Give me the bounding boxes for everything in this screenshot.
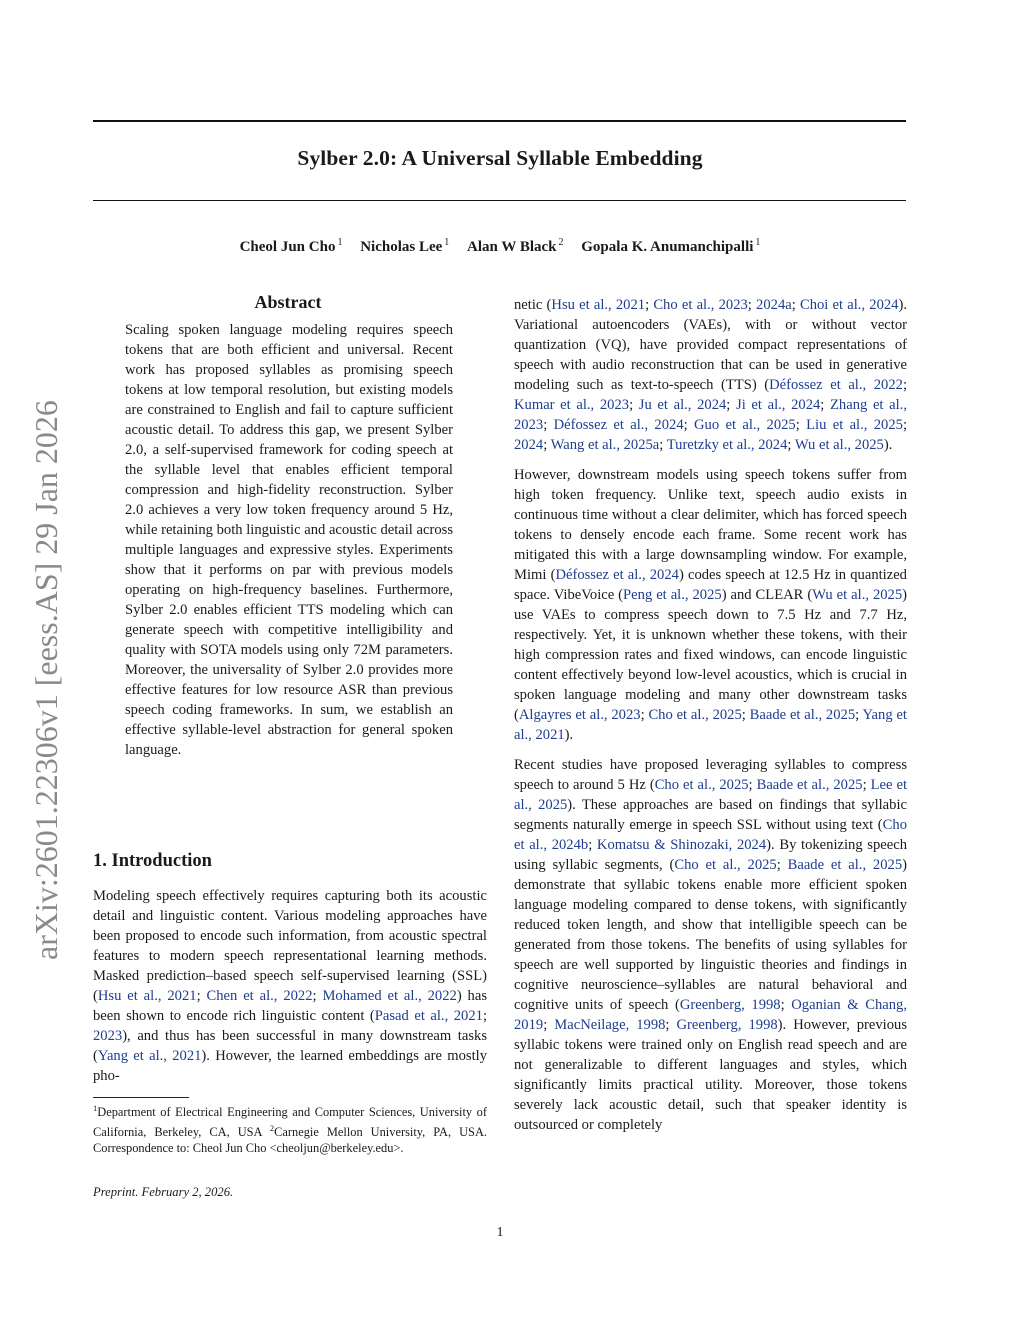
citation-link[interactable]: Wu et al., 2025 [794,437,884,453]
citation-link[interactable]: Hsu et al., 2021 [551,297,646,313]
citation-link[interactable]: 2023 [93,1028,123,1044]
citation-link[interactable]: Hsu et al., 2021 [97,988,197,1004]
author: Gopala K. Anumanchipalli $^1$ [581,237,761,255]
preprint-date: Preprint. February 2, 2026. [93,1185,234,1199]
citation-link[interactable]: Cho et al., 2023 [653,297,748,313]
introduction-paragraph: Modeling speech effectively requires capturing both its acoustic detail and linguistic content. Various modeling approaches have been proposed to encode such information, from acoustic spectral features to modern speech representational learning methods. Masked prediction–based speech self-supervised learning (SSL) (Hsu et al., 2021; Chen et al., 2022; Mohamed et al., 2022) has been shown to encode rich linguistic content (Pasad et al., 2021; 2023), and thus has been successful in many downstream tasks (Yang et al., 2021). However, the learned embeddings are mostly pho- [93,888,488,1084]
author: Alan W Black $^2$ [467,237,564,255]
citation-link[interactable]: Pasad et al., 2021 [374,1008,483,1024]
footnote-rule [93,1097,189,1098]
paper-title: Sylber 2.0: A Universal Syllable Embedding [297,146,703,170]
citation-link[interactable]: Choi et al., 2024 [799,297,899,313]
paragraph-vae-tokens: netic (Hsu et al., 2021; Cho et al., 2023; 2024a; Choi et al., 2024). Variational autoencoders (VAEs), with or without vector quantization (VQ), have provided compact representations of speech with audio reconstruction that can be used in generative modeling such as text-to-speech (TTS) (Défossez et al., 2022; Kumar et al., 2023; Ju et al., 2024; Ji et al., 2024; Zhang et al., 2023; Défossez et al., 2024; Guo et al., 2025; Liu et al., 2025; 2024; Wang et al., 2025a; Turetzky et al., 2024; Wu et al., 2025). [514,297,907,453]
citation-link[interactable]: Ji et al., 2024 [736,397,821,413]
citation-link[interactable]: Lee et al., 2025 [514,777,908,813]
citation-link[interactable]: Défossez et al., 2022 [769,377,903,393]
affiliation-footnote: $^1$Department of Electrical Engineering and Computer Sciences, University of California, Berkeley, CA, USA $^2$Carnegie Mellon University, PA, USA. Correspondence to: Cheol Jun Cho <cheoljun@berkeley.edu>. [93,1103,487,1156]
author: Cheol Jun Cho $^1$ [239,237,343,255]
citation-link[interactable]: Zhang et al., 2023 [514,397,907,433]
citation-link[interactable]: Mohamed et al., 2022 [322,988,457,1004]
arxiv-identifier: arXiv:2601.22306v1 [eess.AS] 29 Jan 2026 [28,400,64,960]
citation-link[interactable]: Oganian & Chang, 2019 [514,997,907,1033]
citation-link[interactable]: Turetzky et al., 2024 [666,437,788,453]
citation-link[interactable]: Cho et al., 2025 [674,857,777,873]
citation-link[interactable]: Chen et al., 2022 [206,988,313,1004]
citation-link[interactable]: Guo et al., 2025 [694,417,796,433]
citation-link[interactable]: Greenberg, 1998 [679,997,781,1013]
citation-link[interactable]: 2024 [514,437,544,453]
paragraph-token-frequency: However, downstream models using speech tokens suffer from high token frequency. Unlike text, speech audio exists in continuous time without a clear delimiter, which has forced speech tokens to densely encode each frame. Some recent work has mitigated this with a large downsampling window. For example, Mimi (Défossez et al., 2024) codes speech at 12.5 Hz in quantized space. VibeVoice (Peng et al., 2025) and CLEAR (Wu et al., 2025) use VAEs to compress speech down to 7.5 Hz and 7.7 Hz, respectively. Yet, it is unknown whether these tokens, with their high compression rates and fixed windows, can encode linguistic content effectively beyond low-level acoustics, which is crucial in spoken language modeling and many other downstream tasks (Algayres et al., 2023; Cho et al., 2025; Baade et al., 2025; Yang et al., 2021). [514,467,908,743]
right-column [514,295,907,1145]
citation-link[interactable]: Komatsu & Shinozaki, 2024 [596,837,767,853]
citation-link[interactable]: Algayres et al., 2023 [518,707,641,723]
citation-link[interactable]: Cho et al., 2025 [654,777,749,793]
title-rule-top [93,120,906,122]
citation-link[interactable]: Ju et al., 2024 [638,397,727,413]
abstract-text: Scaling spoken language modeling requires speech tokens that are both efficient and universal. Recent work has proposed syllables as promising speech tokens at low temporal resolution, but existing models are constrained to English and fail to capture sufficient acoustic detail. To address this gap, we present Sylber 2.0, a self-supervised framework for coding speech at the syllable level that enables efficient temporal compression and high-fidelity reconstruction. Sylber 2.0 achieves a very low token frequency around 5 Hz, while retaining both linguistic and acoustic detail across multiple languages and expressive styles. Experiments show that it performs on par with previous models operating on high-frequency baselines. Furthermore, Sylber 2.0 enables efficient TTS modeling which can generate speech with competitive intelligibility and quality with SOTA models using only 72M parameters. Moreover, the universality of Sylber 2.0 provides more effective features for low resource ASR than previous speech coding frameworks. In sum, we establish an effective syllable-level abstraction for general spoken language. [125,322,453,758]
citation-link[interactable]: Liu et al., 2025 [806,417,903,433]
citation-link[interactable]: 2024a [756,297,792,313]
citation-link[interactable]: Baade et al., 2025 [756,777,863,793]
citation-link[interactable]: Baade et al., 2025 [787,857,903,873]
author: Nicholas Lee $^1$ [360,237,450,255]
author-list [0,237,1000,256]
abstract-heading: Abstract [254,292,322,312]
citation-link[interactable]: Baade et al., 2025 [749,707,856,723]
citation-link[interactable]: Défossez et al., 2024 [555,567,679,583]
citation-link[interactable]: Défossez et al., 2024 [553,417,684,433]
citation-link[interactable]: Greenberg, 1998 [676,1017,778,1033]
citation-link[interactable]: Peng et al., 2025 [623,587,722,603]
citation-link[interactable]: Yang et al., 2021 [514,707,907,743]
citation-link[interactable]: Cho et al., 2025 [648,707,742,723]
section-heading-introduction: 1. Introduction [93,851,212,871]
citation-link[interactable]: Cho et al., 2024b [514,817,907,853]
citation-link[interactable]: Wu et al., 2025 [812,587,903,603]
citation-link[interactable]: MacNeilage, 1998 [554,1017,666,1033]
page-number: 1 [496,1225,504,1240]
paragraph-syllables: Recent studies have proposed leveraging syllables to compress speech to around 5 Hz (Cho et al., 2025; Baade et al., 2025; Lee et al., 2025). These approaches are based on findings that syllabic segments naturally emerge in speech SSL without using text (Cho et al., 2024b; Komatsu & Shinozaki, 2024). By tokenizing speech using syllabic segments, (Cho et al., 2025; Baade et al., 2025) demonstrate that syllabic tokens enable more efficient spoken language modeling compared to dense tokens, with significantly reduced token length, and show that intelligible speech can be generated from those tokens. The benefits of using syllables for speech are well supported by linguistic theories and findings in cognitive neuroscience–syllables are natural behavioral and cognitive units of speech (Greenberg, 1998; Oganian & Chang, 2019; MacNeilage, 1998; Greenberg, 1998). However, previous syllabic tokens were trained only on English read speech and are not generalizable to different languages and styles, which significantly limits practical utility. Moreover, those tokens severely lack acoustic detail, such that speaker identity is outsourced or completely [514,757,908,1133]
citation-link[interactable]: Kumar et al., 2023 [514,397,630,413]
citation-link[interactable]: Wang et al., 2025a [550,437,660,453]
title-rule-bottom [93,200,906,201]
citation-link[interactable]: Yang et al., 2021 [97,1048,202,1064]
